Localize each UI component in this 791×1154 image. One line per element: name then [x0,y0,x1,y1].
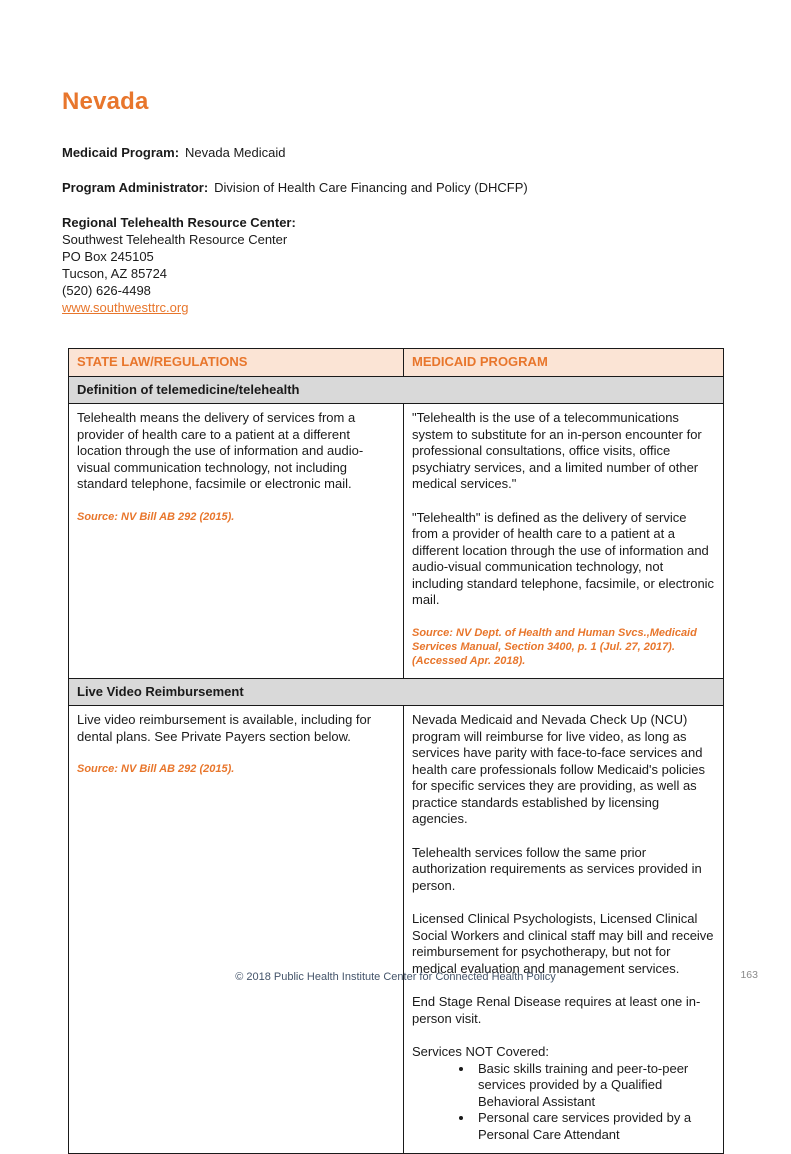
cell-definition-state-law [69,404,404,679]
footer-copyright: © 2018 Public Health Institute Center for Connected Health Policy [235,971,556,983]
not-covered-intro: Services NOT Covered: [412,1044,550,1059]
program-info [62,144,723,316]
cell-live-video-medicaid [404,706,724,1154]
column-header-medicaid-program: MEDICAID PROGRAM [404,349,724,377]
medicaid-program-value: Nevada Medicaid [185,145,286,160]
medicaid-program-label: Medicaid Program: [62,145,180,160]
cell-paragraphs: Live video reimbursement is available, including for dental plans. See Private Payers section below. [77,712,372,744]
content-row-live-video [69,706,724,1154]
source-citation: Source: NV Dept. of Health and Human Svcs.,Medicaid Services Manual, Section 3400, p. 1 (Jul. 27, 2017). (Accessed Apr. 2018). [412,626,697,667]
medicaid-program-line [62,144,723,161]
cell-paragraphs: Nevada Medicaid and Nevada Check Up (NCU) program will reimburse for live video, as long as services have parity with face-to-face services and health care professionals follow Medicaid's policies for specific services they are providing, as well as practice standards established by licensing agencies. Telehealth services follow the same prior authorization requirements as services provided in person. Licensed Clinical Psychologists, Licensed Clinical Social Workers and clinical staff may bill and receive reimbursement for psychotherapy, but not for medical evaluation and management services. End Stage Renal Disease requires at least one in-person visit. [412,712,714,1026]
not-covered-list: • Basic skills training and peer-to-peer services provided by a Qualified Behavioral Assistant • Personal care services provided by a Personal Care Attendant [412,1061,715,1144]
program-administrator-value: Division of Health Care Financing and Policy (DHCFP) [214,180,528,195]
cell-definition-medicaid [404,404,724,679]
section-row-definition [69,376,724,404]
cell-paragraphs: Telehealth means the delivery of services from a provider of health care to a patient at a different location through the use of information and audio-visual communication technology, not including standard telephone, facsimile or electronic mail. [77,410,364,491]
source-citation: Source: NV Bill AB 292 (2015). [77,510,235,523]
page-title: Nevada [62,88,149,115]
source-citation: Source: NV Bill AB 292 (2015). [77,763,235,775]
content-row-definition [69,404,724,679]
section-title-live-video: Live Video Reimbursement [69,678,724,706]
cell-live-video-state-law [69,706,404,1154]
section-row-live-video [69,678,724,706]
section-title-definition: Definition of telemedicine/telehealth [69,376,724,404]
rtrc-link[interactable]: www.southwesttrc.org [62,300,189,315]
policy-table [68,348,724,1154]
rtrc-label: Regional Telehealth Resource Center: [62,215,296,230]
program-administrator-label: Program Administrator: [62,180,209,195]
column-header-state-law: STATE LAW/REGULATIONS [69,349,404,377]
cell-paragraphs: "Telehealth is the use of a telecommunications system to substitute for an in-person encounter for professional consultations, office visits, office psychiatry services, and a limited number of other medical services." "Telehealth" is defined as the delivery of service from a provider of health care to a patient at a different location through the use of information and audio-visual communication technology, not including standard telephone, facsimile, or electronic mail. [412,410,715,607]
table-header-row [69,349,724,377]
page-number: 163 [740,969,758,981]
program-administrator-line [62,179,723,196]
rtrc-address: Southwest Telehealth Resource Center PO Box 245105 Tucson, AZ 85724 (520) 626-4498 [62,232,288,298]
